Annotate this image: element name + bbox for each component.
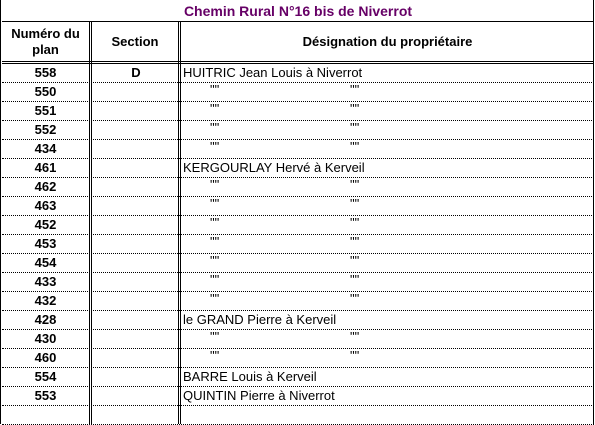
plan-number: 552 (34, 122, 57, 137)
table-row (2, 292, 594, 311)
header-owner: Désignation du propriétaire (302, 34, 473, 49)
table-row (2, 140, 594, 159)
table-row (2, 368, 594, 387)
owner-cell: KERGOURLAY Hervé à Kerveil (183, 160, 365, 175)
owner-cell: le GRAND Pierre à Kerveil (183, 312, 337, 327)
table-row (2, 121, 594, 140)
section-cell: D (131, 65, 141, 80)
ditto-mark: "" (350, 291, 360, 306)
plan-number: 558 (34, 65, 57, 80)
owner-cell: QUINTIN Pierre à Niverrot (183, 388, 335, 403)
ditto-mark: "" (210, 234, 220, 249)
ditto-mark: "" (210, 120, 220, 135)
table-row (2, 102, 594, 121)
ditto-mark: "" (350, 82, 360, 97)
header-plan-number: Numéro du plan (11, 26, 80, 57)
plan-number: 432 (34, 293, 57, 308)
owner-cell: BARRE Louis à Kerveil (183, 369, 317, 384)
ditto-mark: "" (210, 101, 220, 116)
header-rule (2, 61, 594, 62)
ditto-mark: "" (350, 272, 360, 287)
ditto-mark: "" (350, 139, 360, 154)
plan-number: 463 (34, 198, 57, 213)
ditto-mark: "" (350, 348, 360, 363)
ditto-mark: "" (210, 272, 220, 287)
table-row (2, 178, 594, 197)
ditto-mark: "" (350, 120, 360, 135)
plan-number: 430 (34, 331, 57, 346)
ditto-mark: "" (350, 234, 360, 249)
ditto-mark: "" (350, 215, 360, 230)
ditto-mark: "" (210, 291, 220, 306)
ditto-mark: "" (350, 101, 360, 116)
ditto-mark: "" (350, 177, 360, 192)
table-row (2, 64, 594, 83)
plan-number: 551 (34, 103, 57, 118)
ditto-mark: "" (210, 177, 220, 192)
ditto-mark: "" (350, 253, 360, 268)
ditto-mark: "" (350, 329, 360, 344)
plan-number: 554 (34, 369, 57, 384)
ditto-mark: "" (210, 329, 220, 344)
plan-number: 453 (34, 236, 57, 251)
plan-number: 553 (34, 388, 57, 403)
page-title: Chemin Rural N°16 bis de Niverrot (2, 0, 594, 22)
ditto-mark: "" (210, 215, 220, 230)
table-row (2, 254, 594, 273)
ditto-mark: "" (210, 348, 220, 363)
plan-number: 460 (34, 350, 57, 365)
plan-number: 454 (34, 255, 57, 270)
ditto-mark: "" (210, 82, 220, 97)
plan-number: 428 (34, 312, 57, 327)
ditto-mark: "" (210, 196, 220, 211)
table-row (2, 406, 594, 425)
plan-number: 434 (34, 141, 57, 156)
table-row (2, 197, 594, 216)
header-section: Section (111, 34, 159, 49)
ditto-mark: "" (210, 139, 220, 154)
owner-cell: HUITRIC Jean Louis à Niverrot (183, 65, 363, 80)
plan-number: 462 (34, 179, 57, 194)
plan-number: 550 (34, 84, 57, 99)
table-row (2, 159, 594, 178)
plan-number: 452 (34, 217, 57, 232)
table-row (2, 216, 594, 235)
table-row (2, 235, 594, 254)
table-row (2, 387, 594, 406)
table-row (2, 349, 594, 368)
table-row (2, 330, 594, 349)
table-row (2, 311, 594, 330)
ditto-mark: "" (210, 253, 220, 268)
table-row (2, 83, 594, 102)
plan-number: 461 (34, 160, 57, 175)
owners-table-body (2, 64, 594, 425)
ditto-mark: "" (350, 196, 360, 211)
table-row (2, 273, 594, 292)
plan-number: 433 (34, 274, 57, 289)
